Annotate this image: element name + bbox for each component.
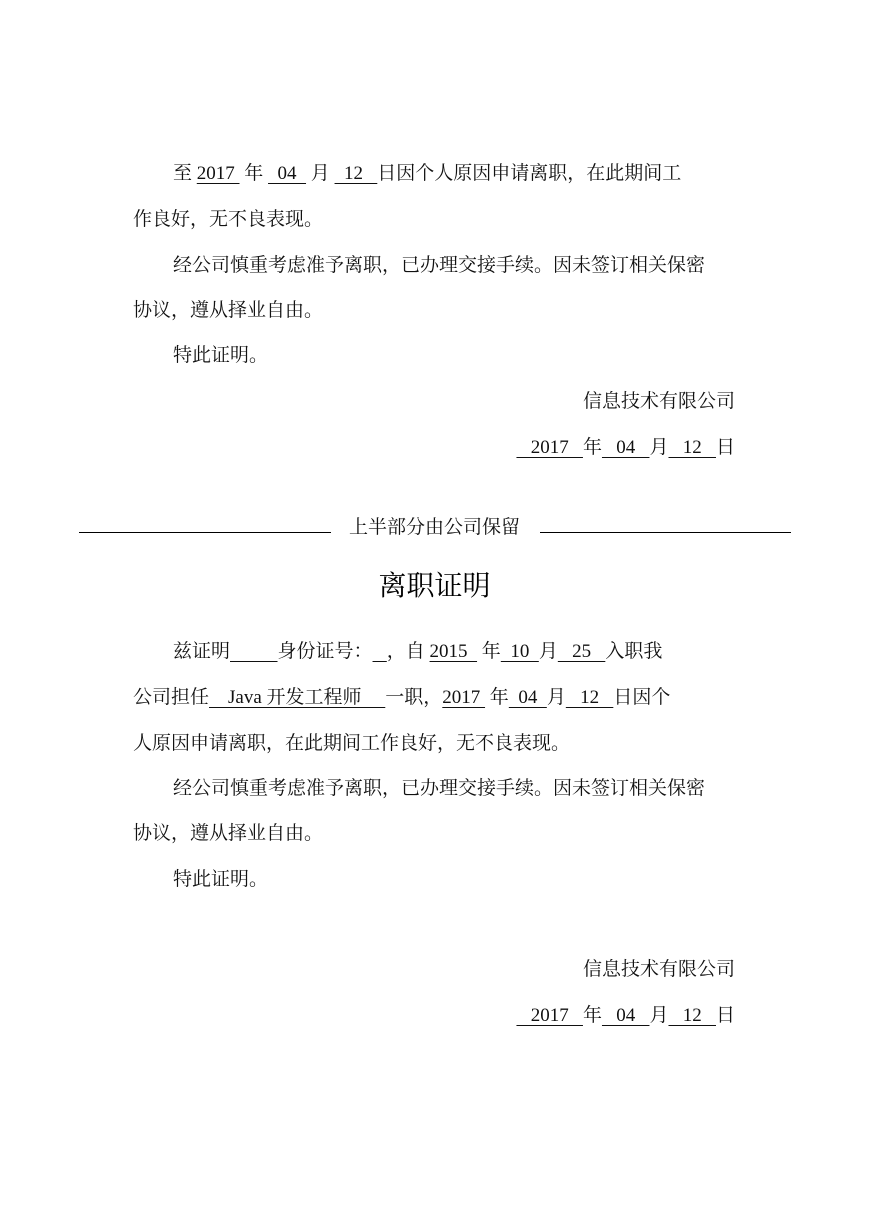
top-company-name: 信息技术有限公司 [582,391,735,412]
bottom-leave-month: 04 [508,687,547,708]
day-char: 日 [715,437,735,458]
bottom-signature-date [516,1004,735,1028]
separator-label [0,516,869,540]
bottom-line-4: 经公司慎重考虑准予离职，已办理交接手续。因未签订相关保密 [173,778,706,799]
bottom-company-name: 信息技术有限公司 [582,959,735,980]
bottom-leave-day: 12 [565,687,614,708]
top-line-1 [173,162,681,186]
bottom-sign-year: 2017 [516,1005,583,1026]
year-char: 年 [489,687,509,708]
year-char: 年 [244,163,264,184]
month-char: 月 [649,437,669,458]
top-line-2: 作良好，无不良表现。 [133,209,324,230]
bottom-line2-suffix: 日因个 [613,687,671,708]
top-sign-day: 12 [668,437,716,458]
year-char: 年 [582,1005,602,1026]
year-char: 年 [582,437,602,458]
month-char: 月 [538,641,558,662]
bottom-line-5: 协议，遵从择业自由。 [133,823,324,844]
top-line1-suffix: 日因个人原因申请离职，在此期间工 [377,163,682,184]
id-label: 身份证号： [277,641,373,662]
join-day: 25 [557,641,606,662]
month-char: 月 [546,687,566,708]
from-text: ，自 [386,641,425,662]
join-year: 2015 [429,641,478,662]
year-char: 年 [481,641,501,662]
bottom-line1-suffix: 入职我 [605,641,663,662]
top-line1-prefix: 至 [173,163,193,184]
bottom-line1-prefix: 兹证明 [173,641,231,662]
id-number-blank [373,641,387,662]
bottom-line2-prefix: 公司担任 [133,687,210,708]
document-title: 离职证明 [378,569,491,602]
separator-text: 上半部分由公司保留 [339,517,530,538]
top-sign-year: 2017 [516,437,583,458]
job-position: Java 开发工程师 [209,687,386,708]
bottom-sign-month: 04 [601,1005,650,1026]
position-suffix: 一职， [385,687,443,708]
top-line-4: 协议，遵从择业自由。 [133,300,324,321]
month-char: 月 [310,163,330,184]
join-month: 10 [500,641,539,662]
bottom-line-2 [133,686,670,710]
bottom-sign-day: 12 [668,1005,716,1026]
top-leave-day: 12 [334,163,378,184]
top-signature-date [516,436,735,460]
bottom-line-6: 特此证明。 [173,869,269,890]
top-sign-month: 04 [601,437,650,458]
bottom-line-3: 人原因申请离职，在此期间工作良好，无不良表现。 [133,733,571,754]
top-leave-month: 04 [268,163,307,184]
month-char: 月 [649,1005,669,1026]
top-line-3: 经公司慎重考虑准予离职，已办理交接手续。因未签订相关保密 [173,255,706,276]
top-line-5: 特此证明。 [173,345,269,366]
top-leave-year: 2017 [196,163,240,184]
day-char: 日 [715,1005,735,1026]
bottom-line-1 [173,640,662,664]
name-blank [230,641,278,662]
bottom-leave-year: 2017 [442,687,486,708]
